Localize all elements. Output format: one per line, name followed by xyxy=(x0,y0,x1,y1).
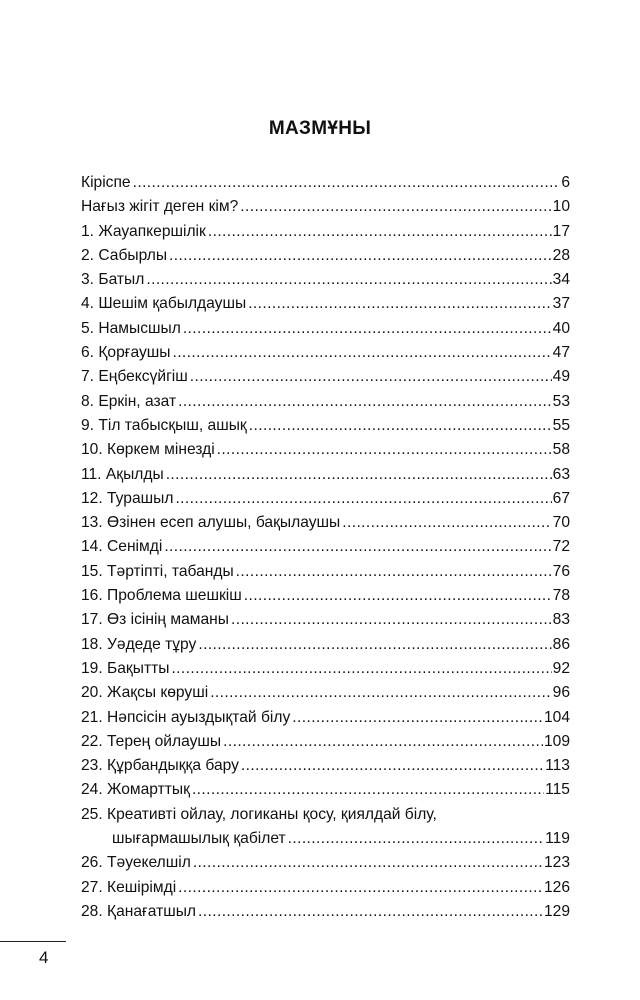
dot-leader xyxy=(172,341,551,365)
toc-entry-label: Кіріспе xyxy=(81,174,131,191)
toc-entry-label: 25. Креативті ойлау, логиканы қосу, қиялдай білу, xyxy=(81,805,437,823)
toc-entry xyxy=(81,778,570,802)
toc-entry-intro xyxy=(81,171,570,195)
dot-leader xyxy=(244,584,552,608)
toc-entry xyxy=(81,584,570,608)
dot-leader xyxy=(178,390,552,414)
toc-entry-page: 6 xyxy=(561,174,570,191)
dot-leader xyxy=(292,706,543,730)
dot-leader xyxy=(198,633,551,657)
toc-entry-page: 63 xyxy=(552,465,570,483)
dot-leader xyxy=(342,511,551,535)
toc-entry-page: 17 xyxy=(552,222,570,240)
toc-entry-label: шығармашылық қабілет xyxy=(112,830,286,848)
toc-entry-label: 4. Шешім қабылдаушы xyxy=(81,295,247,313)
toc-entry xyxy=(81,487,570,511)
toc-entry xyxy=(81,560,570,584)
toc-entry-label: 12. Турашыл xyxy=(81,489,174,507)
toc-entry-page: 96 xyxy=(552,684,570,702)
toc-entry-page: 126 xyxy=(543,878,570,896)
toc-entry-page: 10 xyxy=(552,198,570,216)
toc-entry-page: 53 xyxy=(552,392,570,410)
toc-entry-page: 49 xyxy=(552,368,570,386)
toc-entry-label: 20. Жақсы көруші xyxy=(81,684,209,702)
toc-entry-label: 6. Қорғаушы xyxy=(81,344,171,362)
dot-leader xyxy=(169,244,552,268)
toc-entry-label: 5. Намысшыл xyxy=(81,319,181,337)
dot-leader xyxy=(248,292,551,316)
dot-leader xyxy=(208,220,552,244)
toc-entry-page: 115 xyxy=(545,781,570,799)
toc-entry-label: 14. Сенімді xyxy=(81,538,163,556)
toc-entry-page: 129 xyxy=(543,902,570,920)
toc-entry xyxy=(81,681,570,705)
page-number: 4 xyxy=(39,948,49,967)
dot-leader xyxy=(249,414,552,438)
toc-entry-label: 22. Терең ойлаушы xyxy=(81,732,222,750)
toc-entry-label: 28. Қанағатшыл xyxy=(81,902,197,920)
toc-entry-page: 92 xyxy=(552,659,570,677)
toc-entry-label: 10. Көркем мінезді xyxy=(81,441,215,459)
toc-entry xyxy=(81,341,570,365)
dot-leader xyxy=(241,754,544,778)
toc-entry-25-line2 xyxy=(81,827,570,851)
toc-entry-label: 3. Батыл xyxy=(81,271,145,289)
page-title: МАЗМҰНЫ xyxy=(268,118,372,139)
toc-entry-label: 11. Ақылды xyxy=(81,465,164,483)
toc-entry xyxy=(81,706,570,730)
toc-entry xyxy=(81,876,570,900)
toc-entry-label: 17. Өз ісінің маманы xyxy=(81,611,229,629)
toc-entry-25-line1 xyxy=(81,803,570,827)
toc-entry-page: 109 xyxy=(543,732,570,750)
dot-leader xyxy=(223,730,543,754)
toc-entry-page: 37 xyxy=(552,295,570,313)
toc-entry xyxy=(81,220,570,244)
dot-leader xyxy=(146,268,551,292)
toc-entry xyxy=(81,608,570,632)
toc-entry xyxy=(81,365,570,389)
toc-entry-page: 47 xyxy=(552,344,570,362)
toc-entry-label: 13. Өзінен есеп алушы, бақылаушы xyxy=(81,514,341,532)
toc-entry xyxy=(81,463,570,487)
toc-entry-label: 16. Проблема шешкіш xyxy=(81,587,242,605)
toc-entry-page: 28 xyxy=(552,246,570,264)
toc-entry xyxy=(81,390,570,414)
toc-entry-question xyxy=(81,195,570,219)
toc-entry-page: 83 xyxy=(552,611,570,629)
toc-entry xyxy=(81,754,570,778)
toc-entry-page: 58 xyxy=(552,441,570,459)
dot-leader xyxy=(175,487,551,511)
toc-entry xyxy=(81,900,570,924)
dot-leader xyxy=(190,365,552,389)
dot-leader xyxy=(217,438,552,462)
toc-entry xyxy=(81,244,570,268)
dot-leader xyxy=(210,681,551,705)
dot-leader xyxy=(164,535,551,559)
toc-entry xyxy=(81,633,570,657)
toc-entry xyxy=(81,511,570,535)
toc-entry-label: 7. Еңбексүйгіш xyxy=(81,368,188,386)
toc-entry xyxy=(81,851,570,875)
dot-leader xyxy=(288,827,545,851)
toc-entry-label: Нағыз жігіт деген кім? xyxy=(81,198,239,216)
toc-entry xyxy=(81,730,570,754)
toc-entry-label: 1. Жауапкершілік xyxy=(81,222,206,240)
toc-entry xyxy=(81,657,570,681)
dot-leader xyxy=(133,171,561,195)
toc-entry-label: 9. Тіл табысқыш, ашық xyxy=(81,416,247,434)
toc-entry-page: 76 xyxy=(552,562,570,580)
toc-entry-label: 26. Тәуекелшіл xyxy=(81,854,191,872)
toc-entry-page: 119 xyxy=(545,830,570,848)
toc-entry-label: 21. Нәпсісін ауыздықтай білу xyxy=(81,708,291,726)
dot-leader xyxy=(236,560,552,584)
toc-entry-label: 8. Еркін, азат xyxy=(81,392,177,410)
toc-entry xyxy=(81,535,570,559)
footer-rule xyxy=(0,941,66,942)
toc-entry-page: 104 xyxy=(543,708,570,726)
toc-entry-page: 70 xyxy=(552,514,570,532)
toc-entry xyxy=(81,317,570,341)
dot-leader xyxy=(171,657,551,681)
toc-entry xyxy=(81,268,570,292)
toc-entry xyxy=(81,414,570,438)
toc-entry-label: 24. Жомарттық xyxy=(81,781,190,799)
toc-entry-page: 67 xyxy=(552,489,570,507)
toc-entry-page: 72 xyxy=(552,538,570,556)
toc-entry-label: 2. Сабырлы xyxy=(81,246,168,264)
toc-entry-page: 123 xyxy=(543,854,570,872)
dot-leader xyxy=(231,608,552,632)
dot-leader xyxy=(198,900,543,924)
toc-entry-label: 23. Құрбандыққа бару xyxy=(81,757,239,775)
toc-entry-page: 113 xyxy=(545,757,570,775)
toc-entry-page: 40 xyxy=(552,319,570,337)
dot-leader xyxy=(193,851,543,875)
table-of-contents xyxy=(81,171,570,924)
toc-entry-page: 34 xyxy=(552,271,570,289)
dot-leader xyxy=(178,876,543,900)
dot-leader xyxy=(166,463,552,487)
toc-entry xyxy=(81,438,570,462)
dot-leader xyxy=(192,778,544,802)
dot-leader xyxy=(240,195,551,219)
toc-entry-label: 18. Уәдеде тұру xyxy=(81,635,197,653)
toc-entry xyxy=(81,292,570,316)
toc-entry-label: 19. Бақытты xyxy=(81,659,170,677)
toc-entry-page: 55 xyxy=(552,416,570,434)
dot-leader xyxy=(183,317,552,341)
toc-entry-page: 86 xyxy=(552,635,570,653)
toc-entry-page: 78 xyxy=(552,587,570,605)
toc-entry-label: 15. Тәртіпті, табанды xyxy=(81,562,234,580)
toc-entry-label: 27. Кешірімді xyxy=(81,878,177,896)
